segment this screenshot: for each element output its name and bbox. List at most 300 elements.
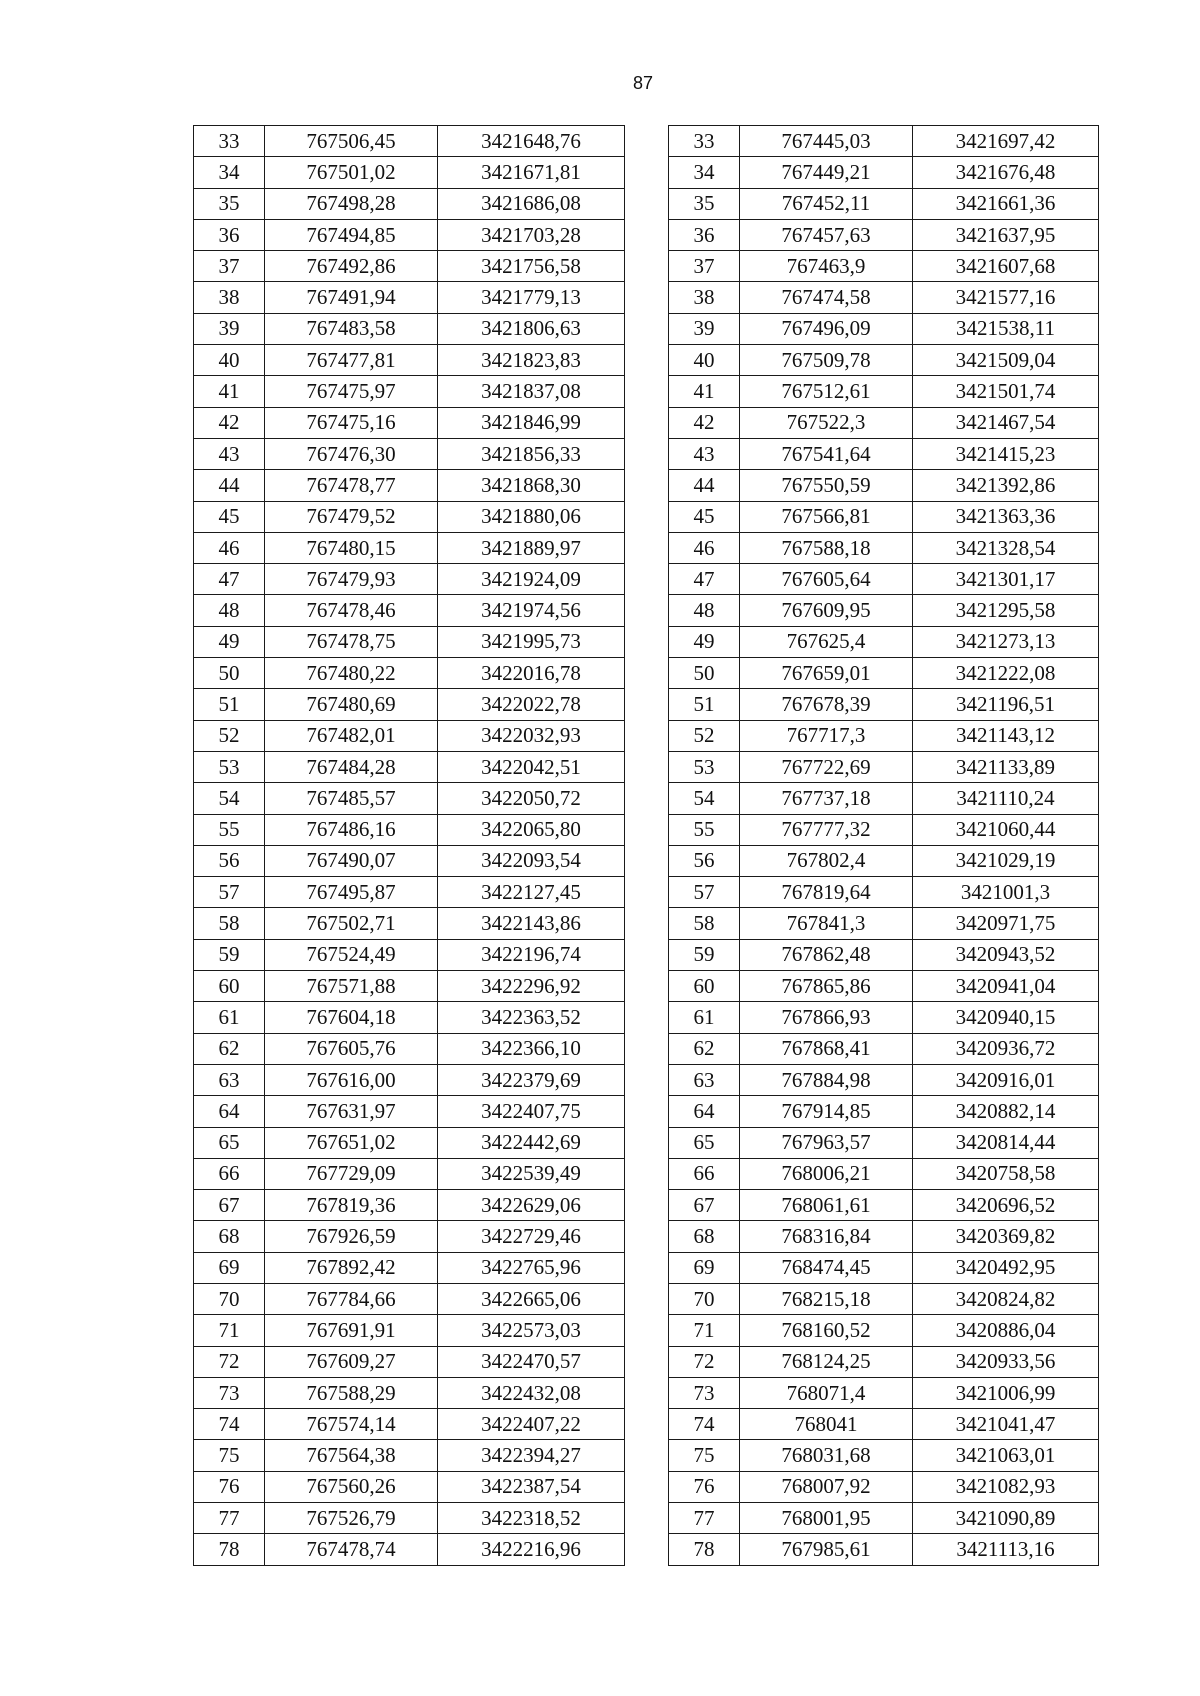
point-number-cell: 68 [669,1221,740,1252]
x-coordinate-cell: 767560,26 [265,1471,438,1502]
point-number-cell: 56 [194,845,265,876]
x-coordinate-cell: 767494,85 [265,219,438,250]
y-coordinate-cell: 3421607,68 [913,251,1099,282]
point-number-cell: 52 [194,720,265,751]
point-number-cell: 42 [669,407,740,438]
table-row [669,157,1099,188]
point-number-cell: 44 [669,470,740,501]
x-coordinate-cell: 768215,18 [740,1283,913,1314]
x-coordinate-cell: 768160,52 [740,1315,913,1346]
table-row [669,345,1099,376]
y-coordinate-cell: 3420886,04 [913,1315,1099,1346]
x-coordinate-cell: 767604,18 [265,1002,438,1033]
point-number-cell: 45 [669,501,740,532]
point-number-cell: 77 [669,1503,740,1534]
y-coordinate-cell: 3421392,86 [913,470,1099,501]
y-coordinate-cell: 3422729,46 [438,1221,625,1252]
y-coordinate-cell: 3422143,86 [438,908,625,939]
y-coordinate-cell: 3422470,57 [438,1346,625,1377]
point-number-cell: 45 [194,501,265,532]
x-coordinate-cell: 767691,91 [265,1315,438,1346]
table-row [669,908,1099,939]
point-number-cell: 51 [194,689,265,720]
y-coordinate-cell: 3420936,72 [913,1033,1099,1064]
y-coordinate-cell: 3422042,51 [438,751,625,782]
x-coordinate-cell: 767478,46 [265,595,438,626]
table-row [194,1377,625,1408]
point-number-cell: 37 [194,251,265,282]
y-coordinate-cell: 3421467,54 [913,407,1099,438]
point-number-cell: 72 [194,1346,265,1377]
y-coordinate-cell: 3422216,96 [438,1534,625,1565]
x-coordinate-cell: 767479,52 [265,501,438,532]
y-coordinate-cell: 3421509,04 [913,345,1099,376]
point-number-cell: 65 [669,1127,740,1158]
x-coordinate-cell: 767490,07 [265,845,438,876]
point-number-cell: 71 [194,1315,265,1346]
table-row [669,939,1099,970]
point-number-cell: 61 [194,1002,265,1033]
y-coordinate-cell: 3422387,54 [438,1471,625,1502]
table-row [194,313,625,344]
table-row [194,877,625,908]
point-number-cell: 54 [194,783,265,814]
y-coordinate-cell: 3421063,01 [913,1440,1099,1471]
point-number-cell: 65 [194,1127,265,1158]
y-coordinate-cell: 3422022,78 [438,689,625,720]
table-row [194,126,625,157]
x-coordinate-cell: 767784,66 [265,1283,438,1314]
point-number-cell: 33 [194,126,265,157]
point-number-cell: 72 [669,1346,740,1377]
x-coordinate-cell: 767478,74 [265,1534,438,1565]
x-coordinate-cell: 767892,42 [265,1252,438,1283]
y-coordinate-cell: 3421041,47 [913,1409,1099,1440]
table-row [669,1002,1099,1033]
point-number-cell: 75 [194,1440,265,1471]
y-coordinate-cell: 3421060,44 [913,814,1099,845]
y-coordinate-cell: 3422296,92 [438,971,625,1002]
y-coordinate-cell: 3422093,54 [438,845,625,876]
y-coordinate-cell: 3421538,11 [913,313,1099,344]
point-number-cell: 40 [194,345,265,376]
point-number-cell: 76 [669,1471,740,1502]
table-row [194,626,625,657]
point-number-cell: 43 [669,438,740,469]
table-row [194,845,625,876]
point-number-cell: 35 [669,188,740,219]
table-row [194,157,625,188]
x-coordinate-cell: 767574,14 [265,1409,438,1440]
y-coordinate-cell: 3421637,95 [913,219,1099,250]
point-number-cell: 73 [194,1377,265,1408]
table-row [194,939,625,970]
point-number-cell: 70 [194,1283,265,1314]
table-row [669,626,1099,657]
point-number-cell: 70 [669,1283,740,1314]
table-row [669,971,1099,1002]
x-coordinate-cell: 767866,93 [740,1002,913,1033]
x-coordinate-cell: 767486,16 [265,814,438,845]
point-number-cell: 34 [194,157,265,188]
y-coordinate-cell: 3421806,63 [438,313,625,344]
y-coordinate-cell: 3421823,83 [438,345,625,376]
point-number-cell: 62 [194,1033,265,1064]
point-number-cell: 58 [194,908,265,939]
point-number-cell: 68 [194,1221,265,1252]
table-row [194,1002,625,1033]
x-coordinate-cell: 767475,97 [265,376,438,407]
x-coordinate-cell: 767609,95 [740,595,913,626]
point-number-cell: 33 [669,126,740,157]
point-number-cell: 53 [194,751,265,782]
table-row [194,1315,625,1346]
x-coordinate-cell: 767717,3 [740,720,913,751]
point-number-cell: 57 [669,877,740,908]
y-coordinate-cell: 3421648,76 [438,126,625,157]
x-coordinate-cell: 767478,77 [265,470,438,501]
table-row [194,658,625,689]
x-coordinate-cell: 767777,32 [740,814,913,845]
y-coordinate-cell: 3420369,82 [913,1221,1099,1252]
x-coordinate-cell: 767819,36 [265,1190,438,1221]
coordinates-table-right [668,125,1099,1566]
table-row [194,251,625,282]
y-coordinate-cell: 3421880,06 [438,501,625,532]
table-row [194,1158,625,1189]
y-coordinate-cell: 3421868,30 [438,470,625,501]
point-number-cell: 46 [669,532,740,563]
table-row [194,564,625,595]
point-number-cell: 44 [194,470,265,501]
y-coordinate-cell: 3420696,52 [913,1190,1099,1221]
table-row [194,1346,625,1377]
point-number-cell: 66 [194,1158,265,1189]
y-coordinate-cell: 3421006,99 [913,1377,1099,1408]
point-number-cell: 39 [194,313,265,344]
y-coordinate-cell: 3420943,52 [913,939,1099,970]
table-row [669,595,1099,626]
x-coordinate-cell: 768001,95 [740,1503,913,1534]
table-row [669,1471,1099,1502]
table-row [669,845,1099,876]
point-number-cell: 59 [669,939,740,970]
x-coordinate-cell: 767476,30 [265,438,438,469]
table-row [194,1471,625,1502]
x-coordinate-cell: 767480,69 [265,689,438,720]
point-number-cell: 51 [669,689,740,720]
table-row [194,595,625,626]
y-coordinate-cell: 3420824,82 [913,1283,1099,1314]
point-number-cell: 69 [194,1252,265,1283]
x-coordinate-cell: 767479,93 [265,564,438,595]
x-coordinate-cell: 767926,59 [265,1221,438,1252]
x-coordinate-cell: 767564,38 [265,1440,438,1471]
table-row [669,1221,1099,1252]
x-coordinate-cell: 767605,76 [265,1033,438,1064]
point-number-cell: 35 [194,188,265,219]
point-number-cell: 47 [194,564,265,595]
table-row [194,438,625,469]
y-coordinate-cell: 3421415,23 [913,438,1099,469]
point-number-cell: 77 [194,1503,265,1534]
x-coordinate-cell: 768031,68 [740,1440,913,1471]
y-coordinate-cell: 3421703,28 [438,219,625,250]
x-coordinate-cell: 767651,02 [265,1127,438,1158]
x-coordinate-cell: 767865,86 [740,971,913,1002]
x-coordinate-cell: 768007,92 [740,1471,913,1502]
x-coordinate-cell: 767729,09 [265,1158,438,1189]
table-row [669,501,1099,532]
x-coordinate-cell: 767541,64 [740,438,913,469]
table-row [194,720,625,751]
x-coordinate-cell: 767452,11 [740,188,913,219]
x-coordinate-cell: 767506,45 [265,126,438,157]
table-row [194,689,625,720]
point-number-cell: 76 [194,1471,265,1502]
y-coordinate-cell: 3421577,16 [913,282,1099,313]
point-number-cell: 60 [669,971,740,1002]
y-coordinate-cell: 3421113,16 [913,1534,1099,1565]
y-coordinate-cell: 3420814,44 [913,1127,1099,1158]
y-coordinate-cell: 3421671,81 [438,157,625,188]
x-coordinate-cell: 767480,22 [265,658,438,689]
table-row [669,438,1099,469]
point-number-cell: 74 [194,1409,265,1440]
x-coordinate-cell: 767492,86 [265,251,438,282]
table-row [194,1503,625,1534]
table-row [669,1377,1099,1408]
point-number-cell: 40 [669,345,740,376]
point-number-cell: 54 [669,783,740,814]
y-coordinate-cell: 3422379,69 [438,1064,625,1095]
table-row [194,971,625,1002]
x-coordinate-cell: 767588,18 [740,532,913,563]
table-row [669,470,1099,501]
table-row [194,501,625,532]
table-row [669,219,1099,250]
y-coordinate-cell: 3420940,15 [913,1002,1099,1033]
table-row [669,126,1099,157]
table-row [194,1127,625,1158]
point-number-cell: 62 [669,1033,740,1064]
table-row [194,908,625,939]
point-number-cell: 78 [194,1534,265,1565]
point-number-cell: 41 [194,376,265,407]
x-coordinate-cell: 767841,3 [740,908,913,939]
y-coordinate-cell: 3421143,12 [913,720,1099,751]
y-coordinate-cell: 3421676,48 [913,157,1099,188]
y-coordinate-cell: 3422050,72 [438,783,625,814]
y-coordinate-cell: 3422573,03 [438,1315,625,1346]
x-coordinate-cell: 767491,94 [265,282,438,313]
page-number: 87 [632,73,654,93]
table-row [194,1409,625,1440]
x-coordinate-cell: 767495,87 [265,877,438,908]
table-row [669,720,1099,751]
table-row [669,1033,1099,1064]
table-row [194,1252,625,1283]
table-row [669,1190,1099,1221]
y-coordinate-cell: 3420882,14 [913,1096,1099,1127]
table-row [669,407,1099,438]
point-number-cell: 73 [669,1377,740,1408]
point-number-cell: 52 [669,720,740,751]
point-number-cell: 50 [194,658,265,689]
point-number-cell: 55 [669,814,740,845]
point-number-cell: 61 [669,1002,740,1033]
table-row [194,1534,625,1565]
table-row [669,658,1099,689]
y-coordinate-cell: 3422394,27 [438,1440,625,1471]
table-row [194,532,625,563]
point-number-cell: 36 [669,219,740,250]
x-coordinate-cell: 767566,81 [740,501,913,532]
y-coordinate-cell: 3422665,06 [438,1283,625,1314]
table-row [669,1158,1099,1189]
table-row [669,1252,1099,1283]
table-row [669,564,1099,595]
x-coordinate-cell: 767616,00 [265,1064,438,1095]
x-coordinate-cell: 767477,81 [265,345,438,376]
x-coordinate-cell: 767524,49 [265,939,438,970]
y-coordinate-cell: 3421779,13 [438,282,625,313]
y-coordinate-cell: 3422407,75 [438,1096,625,1127]
x-coordinate-cell: 767631,97 [265,1096,438,1127]
y-coordinate-cell: 3421974,56 [438,595,625,626]
table-row [669,1440,1099,1471]
table-row [669,1503,1099,1534]
table-row [194,1440,625,1471]
point-number-cell: 34 [669,157,740,188]
point-number-cell: 48 [194,595,265,626]
table-row [669,689,1099,720]
table-row [669,1096,1099,1127]
y-coordinate-cell: 3422629,06 [438,1190,625,1221]
x-coordinate-cell: 767914,85 [740,1096,913,1127]
point-number-cell: 58 [669,908,740,939]
y-coordinate-cell: 3420492,95 [913,1252,1099,1283]
point-number-cell: 41 [669,376,740,407]
y-coordinate-cell: 3420971,75 [913,908,1099,939]
point-number-cell: 42 [194,407,265,438]
point-number-cell: 49 [194,626,265,657]
x-coordinate-cell: 768071,4 [740,1377,913,1408]
point-number-cell: 74 [669,1409,740,1440]
y-coordinate-cell: 3421661,36 [913,188,1099,219]
x-coordinate-cell: 767512,61 [740,376,913,407]
table-row [669,188,1099,219]
y-coordinate-cell: 3422127,45 [438,877,625,908]
point-number-cell: 50 [669,658,740,689]
table-row [194,1064,625,1095]
x-coordinate-cell: 767802,4 [740,845,913,876]
point-number-cell: 59 [194,939,265,970]
table-row [669,1409,1099,1440]
table-row [669,1315,1099,1346]
y-coordinate-cell: 3421029,19 [913,845,1099,876]
x-coordinate-cell: 767609,27 [265,1346,438,1377]
table-row [669,313,1099,344]
table-row [194,345,625,376]
x-coordinate-cell: 768061,61 [740,1190,913,1221]
table-row [194,188,625,219]
y-coordinate-cell: 3422032,93 [438,720,625,751]
x-coordinate-cell: 767475,16 [265,407,438,438]
y-coordinate-cell: 3421837,08 [438,376,625,407]
x-coordinate-cell: 767502,71 [265,908,438,939]
x-coordinate-cell: 768316,84 [740,1221,913,1252]
point-number-cell: 67 [669,1190,740,1221]
y-coordinate-cell: 3420758,58 [913,1158,1099,1189]
point-number-cell: 47 [669,564,740,595]
y-coordinate-cell: 3421756,58 [438,251,625,282]
table-row [194,783,625,814]
x-coordinate-cell: 767457,63 [740,219,913,250]
table-row [194,282,625,313]
x-coordinate-cell: 767501,02 [265,157,438,188]
y-coordinate-cell: 3421889,97 [438,532,625,563]
y-coordinate-cell: 3422318,52 [438,1503,625,1534]
x-coordinate-cell: 767483,58 [265,313,438,344]
y-coordinate-cell: 3422442,69 [438,1127,625,1158]
x-coordinate-cell: 768124,25 [740,1346,913,1377]
x-coordinate-cell: 767485,57 [265,783,438,814]
y-coordinate-cell: 3421196,51 [913,689,1099,720]
x-coordinate-cell: 767678,39 [740,689,913,720]
x-coordinate-cell: 767862,48 [740,939,913,970]
table-row [669,282,1099,313]
y-coordinate-cell: 3421846,99 [438,407,625,438]
y-coordinate-cell: 3422363,52 [438,1002,625,1033]
x-coordinate-cell: 767588,29 [265,1377,438,1408]
x-coordinate-cell: 767868,41 [740,1033,913,1064]
x-coordinate-cell: 767884,98 [740,1064,913,1095]
table-row [194,1283,625,1314]
table-row [669,1064,1099,1095]
x-coordinate-cell: 768041 [740,1409,913,1440]
point-number-cell: 49 [669,626,740,657]
y-coordinate-cell: 3421697,42 [913,126,1099,157]
y-coordinate-cell: 3420933,56 [913,1346,1099,1377]
point-number-cell: 66 [669,1158,740,1189]
point-number-cell: 71 [669,1315,740,1346]
table-row [669,877,1099,908]
table-row [669,751,1099,782]
table-row [669,814,1099,845]
y-coordinate-cell: 3422407,22 [438,1409,625,1440]
x-coordinate-cell: 767625,4 [740,626,913,657]
table-row [194,1221,625,1252]
y-coordinate-cell: 3421686,08 [438,188,625,219]
y-coordinate-cell: 3421090,89 [913,1503,1099,1534]
x-coordinate-cell: 767737,18 [740,783,913,814]
x-coordinate-cell: 767482,01 [265,720,438,751]
y-coordinate-cell: 3422432,08 [438,1377,625,1408]
table-row [194,814,625,845]
point-number-cell: 75 [669,1440,740,1471]
x-coordinate-cell: 767571,88 [265,971,438,1002]
point-number-cell: 64 [194,1096,265,1127]
y-coordinate-cell: 3421301,17 [913,564,1099,595]
point-number-cell: 63 [669,1064,740,1095]
point-number-cell: 36 [194,219,265,250]
point-number-cell: 48 [669,595,740,626]
table-row [194,376,625,407]
point-number-cell: 46 [194,532,265,563]
x-coordinate-cell: 767509,78 [740,345,913,376]
y-coordinate-cell: 3421924,09 [438,564,625,595]
